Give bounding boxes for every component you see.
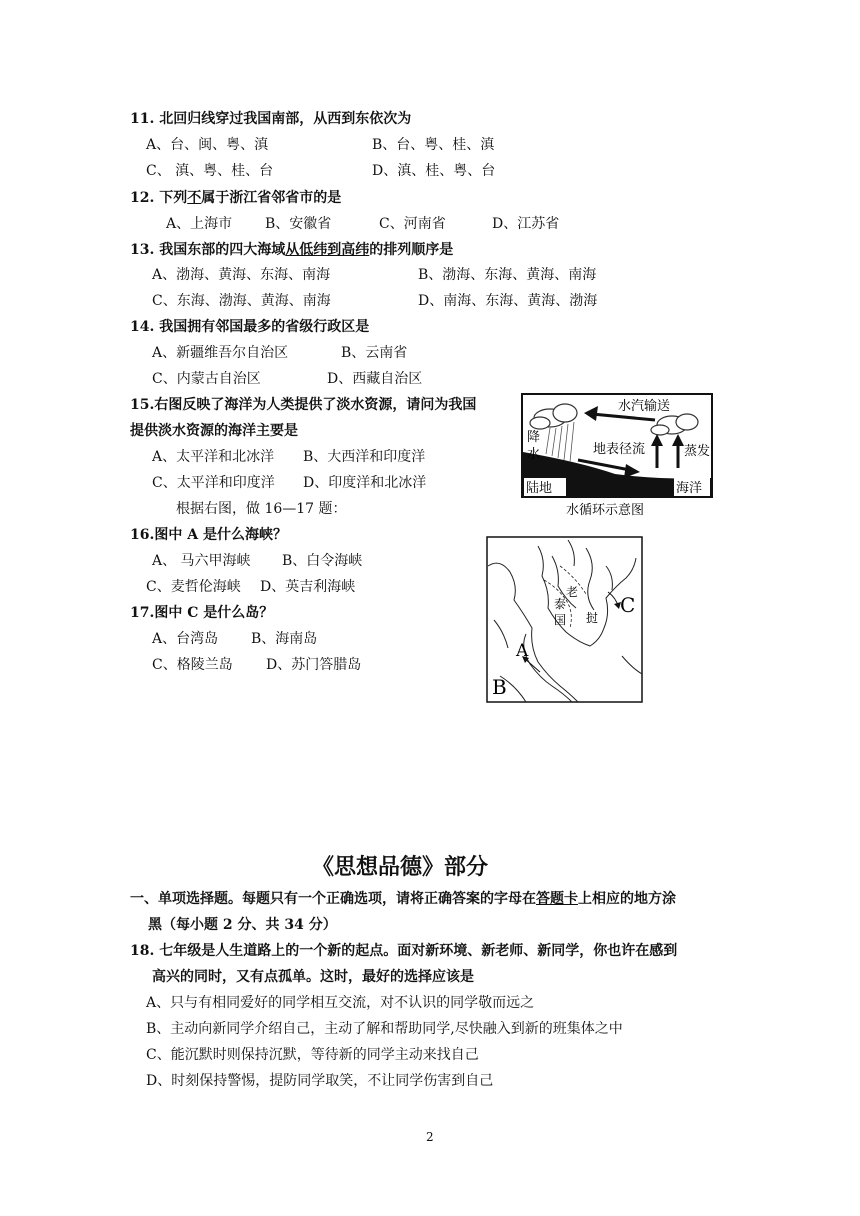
question-12-option-b: B、安徽省 — [265, 216, 332, 232]
question-15-stem-line2: 提供淡水资源的海洋主要是 — [130, 423, 298, 439]
question-13-option-b: B、渤海、东海、黄海、南海 — [418, 267, 597, 283]
ocean-label: 海洋 — [676, 481, 703, 496]
question-13-option-a: A、渤海、黄海、东海、南海 — [152, 267, 331, 283]
rain-label-1: 降 — [527, 430, 541, 445]
question-16-option-d: D、英吉利海峡 — [260, 579, 356, 595]
question-18-option-d: D、时刻保持警惕，提防同学取笑，不让同学伤害到自己 — [146, 1073, 494, 1089]
map-label-thailand-2: 国 — [554, 613, 567, 627]
question-18-stem-line1: 18. 七年级是人生道路上的一个新的起点。面对新环境、新老师、新同学，你也许在感到 — [130, 943, 678, 959]
question-15-stem-line1: 15.右图反映了海洋为人类提供了淡水资源，请问为我国 — [130, 397, 477, 413]
question-17-option-b: B、海南岛 — [251, 631, 318, 647]
question-12-option-a: A、上海市 — [166, 216, 233, 232]
question-15-option-d: D、印度洋和北冰洋 — [303, 475, 427, 491]
section-title: 《思想品德》部分 — [312, 854, 489, 880]
question-16-stem: 16.图中 A 是什么海峡？ — [130, 527, 287, 543]
question-12-option-c: C、河南省 — [379, 216, 446, 232]
part1-instruction-line1: 一、单项选择题。每题只有一个正确选项，请将正确答案的字母在答题卡上相应的地方涂 — [130, 891, 676, 907]
question-16-option-a: A、 马六甲海峡 — [152, 553, 251, 569]
question-11-stem: 11. 北回归线穿过我国南部，从西到东依次为 — [130, 111, 412, 127]
map-label-laos-1: 老 — [566, 585, 579, 599]
question-11-option-a: A、台、闽、粤、滇 — [146, 137, 269, 153]
question-18-option-b: B、主动向新同学介绍自己，主动了解和帮助同学,尽快融入到新的班集体之中 — [146, 1021, 623, 1037]
question-14-option-b: B、云南省 — [341, 345, 408, 361]
question-17-option-d: D、苏门答腊岛 — [266, 657, 362, 673]
evaporation-label: 蒸发 — [684, 444, 711, 459]
part1-instruction-line2: 黑（每小题 2 分、共 34 分） — [148, 917, 337, 933]
map-label-a: A — [516, 641, 529, 661]
question-15-option-c: C、太平洋和印度洋 — [152, 475, 275, 491]
question-12-stem: 12. 下列不属于浙江省邻省市的是 — [130, 190, 342, 206]
question-12-option-d: D、江苏省 — [492, 216, 560, 232]
rain-label-2: 水 — [527, 447, 541, 462]
map-label-c: C — [620, 593, 636, 617]
land-label: 陆地 — [526, 481, 553, 496]
question-15-option-a: A、太平洋和北冰洋 — [152, 449, 275, 465]
question-13-option-d: D、南海、东海、黄海、渤海 — [418, 293, 598, 309]
question-16-option-b: B、白令海峡 — [282, 553, 363, 569]
vapor-transport-label: 水汽输送 — [618, 399, 671, 414]
question-18-stem-line2: 高兴的同时，又有点孤单。这时，最好的选择应该是 — [152, 969, 474, 985]
question-18-option-c: C、能沉默时则保持沉默，等待新的同学主动来找自己 — [146, 1047, 479, 1063]
question-11-option-b: B、台、粤、桂、滇 — [372, 137, 495, 153]
runoff-label: 地表径流 — [593, 442, 646, 457]
page-number: 2 — [426, 1130, 434, 1144]
question-17-option-c: C、格陵兰岛 — [152, 657, 233, 673]
question-11-option-d: D、滇、桂、粤、台 — [372, 163, 496, 179]
southeast-asia-map — [486, 536, 644, 704]
question-17-stem: 17.图中 C 是什么岛？ — [130, 605, 274, 621]
question-14-option-c: C、内蒙古自治区 — [152, 371, 261, 387]
question-11-option-c: C、 滇、粤、桂、台 — [146, 163, 274, 179]
question-17-option-a: A、台湾岛 — [152, 631, 219, 647]
question-18-option-a: A、只与有相同爱好的同学相互交流，对不认识的同学敬而远之 — [146, 995, 535, 1011]
map-label-thailand-1: 泰 — [554, 597, 567, 611]
question-16-option-c: C、麦哲伦海峡 — [146, 579, 241, 595]
question-13-option-c: C、东海、渤海、黄海、南海 — [152, 293, 331, 309]
map-label-b: B — [492, 675, 507, 699]
map-label-laos-2: 挝 — [586, 611, 599, 625]
instruction-text: 根据右图，做 16—17 题： — [176, 501, 347, 517]
question-14-stem: 14. 我国拥有邻国最多的省级行政区是 — [130, 319, 370, 335]
question-15-option-b: B、大西洋和印度洋 — [303, 449, 426, 465]
question-13-stem: 13. 我国东部的四大海域从低纬到高纬的排列顺序是 — [130, 242, 454, 258]
question-14-option-a: A、新疆维吾尔自治区 — [152, 345, 289, 361]
water-cycle-diagram — [520, 392, 720, 518]
diagram-caption: 水循环示意图 — [566, 503, 645, 518]
question-14-option-d: D、西藏自治区 — [327, 371, 423, 387]
